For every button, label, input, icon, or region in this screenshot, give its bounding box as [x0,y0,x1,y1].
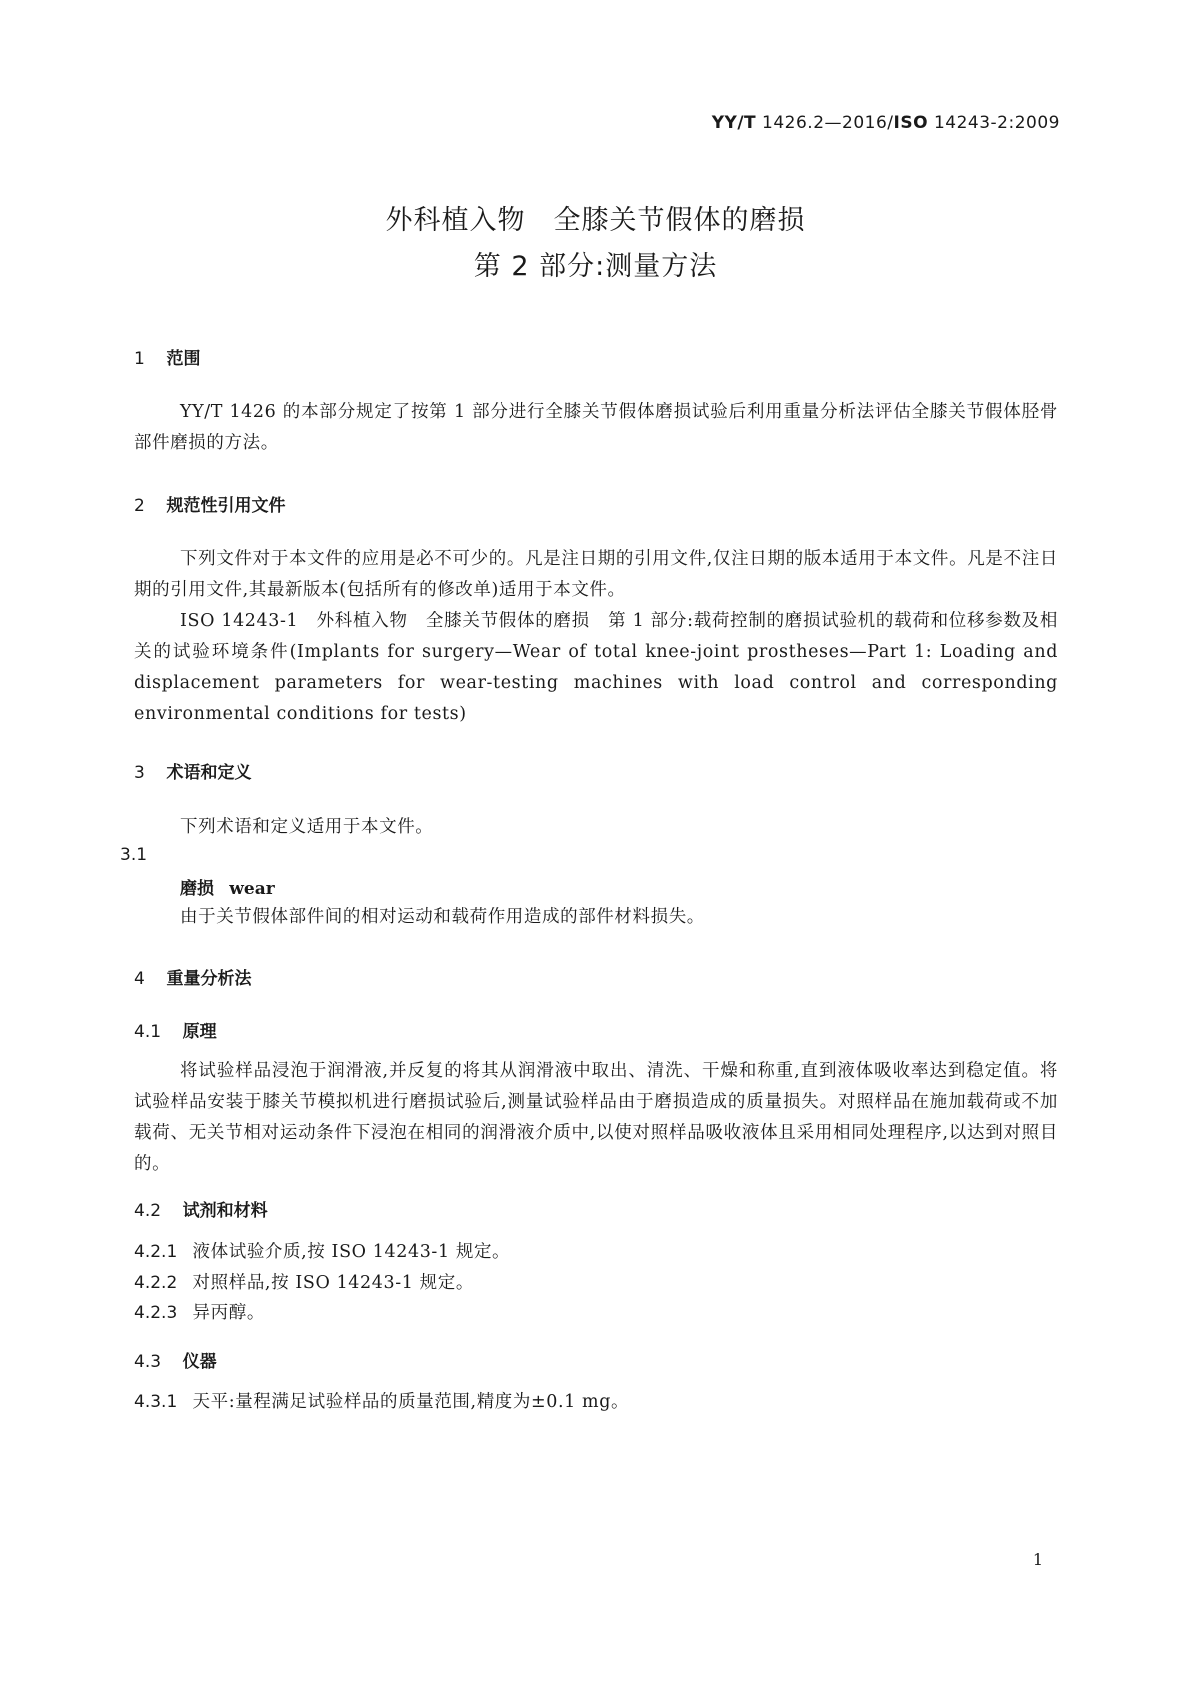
section-1-paragraph: YY/T 1426 的本部分规定了按第 1 部分进行全膝关节假体磨损试验后利用重量分析法评估全膝关节假体胫骨部件磨损的方法。 [134,402,1058,453]
section-title: 仪器 [182,1352,217,1372]
term-definition: 由于关节假体部件间的相对运动和载荷作用造成的部件材料损失。 [180,907,705,927]
item-number: 4.2.1 [134,1242,178,1262]
section-title: 范围 [166,349,201,369]
section-title: 规范性引用文件 [166,496,286,516]
section-title: 术语和定义 [166,763,252,783]
section-2-heading [134,491,285,516]
item-text: 天平:量程满足试验样品的质量范围,精度为±0.1 mg。 [192,1392,630,1412]
section-number: 4.2 [134,1201,162,1221]
section-number: 4.3 [134,1352,162,1372]
list-item [134,1238,510,1263]
list-item [134,1269,474,1294]
item-text: 对照样品,按 ISO 14243-1 规定。 [192,1273,474,1293]
standard-code-number: 1426.2—2016/ [756,113,894,133]
section-title: 试剂和材料 [182,1201,268,1221]
section-4-1-paragraph: 将试验样品浸泡于润滑液,并反复的将其从润滑液中取出、清洗、干燥和称重,直到液体吸收率达到稳定值。将试验样品安装于膝关节模拟机进行磨损试验后,测量试验样品由于磨损造成的质量损失。对照样品在施加载荷或不加载荷、无关节相对运动条件下浸泡在相同的润滑液介质中,以使对照样品吸收液体且采用相同处理程序,以达到对照目的。 [134,1061,1058,1174]
standard-code [712,113,1060,133]
section-title: 重量分析法 [166,969,252,989]
item-number: 4.3.1 [134,1392,178,1412]
section-number: 2 [134,496,145,516]
section-4-2-heading [134,1196,268,1221]
section-2-reference: ISO 14243-1 外科植入物 全膝关节假体的磨损 第 1 部分:载荷控制的磨损试验机的载荷和位移参数及相关的试验环境条件(Implants for surgery—Wear of total knee-joint prostheses—Part 1: Loading and displacement parameters for wear-testing machines with load control and corresponding environmental conditions for tests) [134,611,1058,724]
list-item [134,1388,629,1413]
section-1-heading [134,344,200,369]
term-chinese: 磨损 [180,879,214,899]
section-number: 1 [134,349,145,369]
section-3-intro: 下列术语和定义适用于本文件。 [180,817,434,837]
section-number: 4 [134,969,145,989]
section-4-1-heading [134,1017,217,1042]
term-number: 3.1 [120,845,148,865]
standard-code-iso-number: 14243-2:2009 [928,113,1060,133]
term-entry [180,874,275,899]
term-english: wear [229,879,275,899]
page-number: 1 [1032,1550,1043,1569]
item-text: 异丙醇。 [192,1303,265,1323]
section-2-paragraph-1: 下列文件对于本文件的应用是必不可少的。凡是注日期的引用文件,仅注日期的版本适用于本文件。凡是不注日期的引用文件,其最新版本(包括所有的修改单)适用于本文件。 [134,549,1058,600]
item-number: 4.2.2 [134,1273,178,1293]
section-number: 3 [134,763,145,783]
item-number: 4.2.3 [134,1303,178,1323]
document-subtitle: 第 2 部分:测量方法 [473,251,718,282]
section-number: 4.1 [134,1022,162,1042]
item-text: 液体试验介质,按 ISO 14243-1 规定。 [192,1242,511,1262]
list-item [134,1299,265,1324]
section-3-heading [134,758,251,783]
standard-code-iso: ISO [893,113,929,133]
standard-code-prefix: YY/T [711,113,757,133]
section-4-heading [134,964,251,989]
section-4-3-heading [134,1347,217,1372]
section-title: 原理 [182,1022,217,1042]
document-title: 外科植入物 全膝关节假体的磨损 [385,205,806,236]
